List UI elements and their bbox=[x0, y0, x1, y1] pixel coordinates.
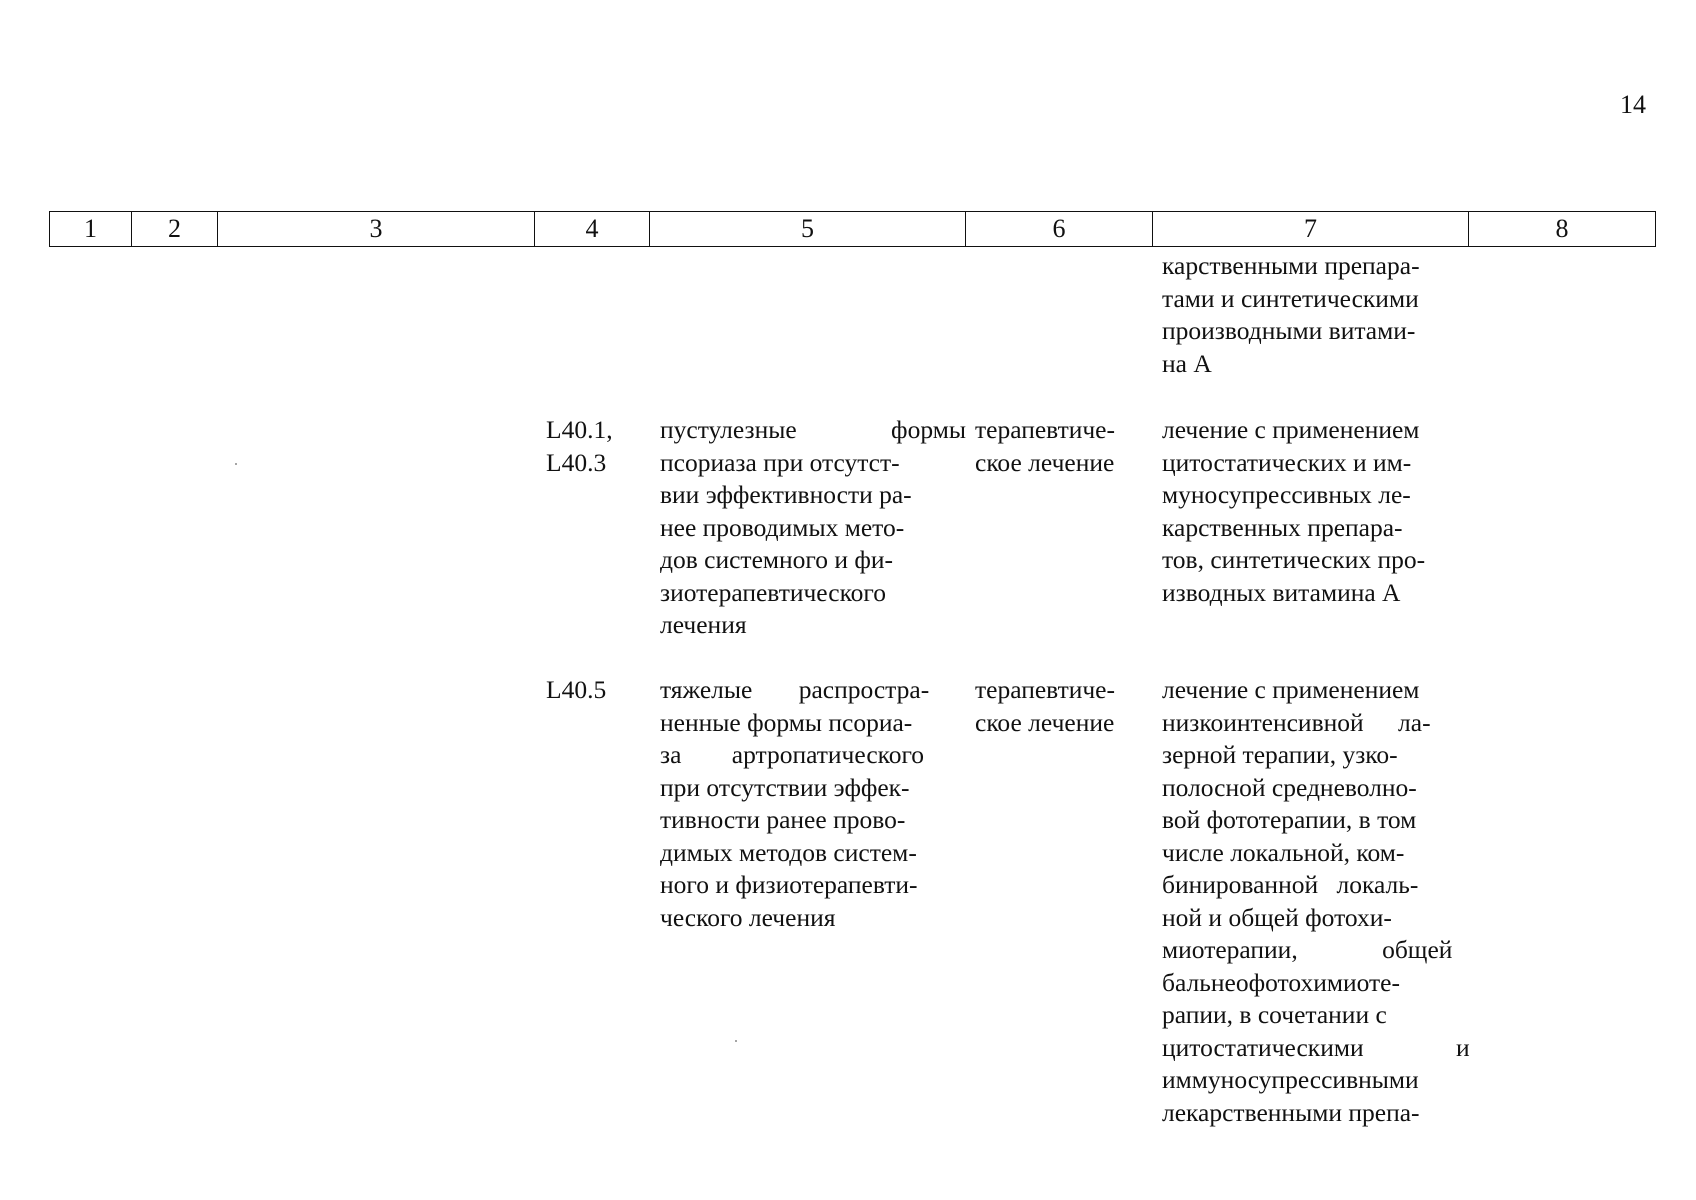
text-line: лечение с применением bbox=[1162, 415, 1420, 444]
text-line: цитостатическими и bbox=[1162, 1032, 1470, 1062]
column-number-5: 5 bbox=[650, 212, 966, 247]
text-line: при отсутствии эффек- bbox=[660, 772, 910, 802]
text-line: псориаза при отсутст- bbox=[660, 447, 900, 477]
text-line: карственными препара- bbox=[1162, 251, 1420, 280]
text-line: числе локальной, ком- bbox=[1162, 837, 1405, 867]
text-line: вой фототерапии, в том bbox=[1162, 805, 1417, 834]
text-line: тами и синтетическими bbox=[1162, 283, 1419, 313]
text-line: муносупрессивных ле- bbox=[1162, 480, 1411, 509]
text-line: миотерапии, общей bbox=[1162, 935, 1453, 964]
scan-speck bbox=[735, 1040, 737, 1042]
text-line: лекарственными препа- bbox=[1162, 1097, 1420, 1127]
text-line: зиотерапевтического bbox=[660, 577, 887, 607]
column-number-3: 3 bbox=[218, 212, 535, 247]
text-line: изводных витамина А bbox=[1162, 577, 1401, 607]
text-line: ного и физиотерапевти- bbox=[660, 870, 918, 899]
text-line: ненные формы псориа- bbox=[660, 707, 913, 737]
row-2-description bbox=[660, 674, 954, 934]
code-line: L40.1, bbox=[546, 415, 613, 444]
row-1-method bbox=[1162, 414, 1458, 609]
column-number-header bbox=[49, 211, 1656, 247]
text-line: пустулезные формы bbox=[660, 415, 966, 444]
text-line: рапии, в сочетании с bbox=[1162, 1000, 1387, 1029]
text-line: за артропатического bbox=[660, 740, 925, 769]
text-line: полосной средневолно- bbox=[1162, 772, 1417, 802]
text-line: низкоинтенсивной ла- bbox=[1162, 707, 1431, 737]
text-line: на А bbox=[1162, 348, 1212, 378]
row-2-treatment-type bbox=[975, 674, 1135, 739]
column-number-7: 7 bbox=[1153, 212, 1469, 247]
row-1-code bbox=[546, 414, 636, 479]
column-number-1: 1 bbox=[50, 212, 132, 247]
text-line: дов системного и фи- bbox=[660, 545, 894, 574]
text-line: терапевтиче- bbox=[975, 415, 1115, 444]
text-line: зерной терапии, узко- bbox=[1162, 740, 1398, 769]
code-line: L40.5 bbox=[546, 675, 607, 704]
text-line: цитостатических и им- bbox=[1162, 447, 1412, 477]
code-line: L40.3 bbox=[546, 447, 607, 477]
row-2-code bbox=[546, 674, 636, 707]
text-line: ское лечение bbox=[975, 447, 1115, 477]
text-line: ной и общей фотохи- bbox=[1162, 902, 1392, 932]
text-line: вии эффективности ра- bbox=[660, 480, 912, 509]
text-line bbox=[1162, 250, 1458, 283]
column-number-6: 6 bbox=[966, 212, 1153, 247]
text-line: иммуносупрессивными bbox=[1162, 1065, 1419, 1094]
text-line: ское лечение bbox=[975, 707, 1115, 737]
row-2-method bbox=[1162, 674, 1470, 1129]
text-line: лечение с применением bbox=[1162, 675, 1420, 704]
text-line: димых методов систем- bbox=[660, 837, 917, 867]
text-line: тивности ранее прово- bbox=[660, 805, 906, 834]
text-line: ческого лечения bbox=[660, 902, 836, 932]
text-line: тов, синтетических про- bbox=[1162, 545, 1426, 574]
text-line: бальнеофотохимиоте- bbox=[1162, 967, 1400, 997]
text-line: тяжелые распростра- bbox=[660, 675, 930, 704]
text-line: производными витами- bbox=[1162, 316, 1416, 345]
row-1-treatment-type bbox=[975, 414, 1135, 479]
column-number-8: 8 bbox=[1469, 212, 1656, 247]
continuation-method-text bbox=[1162, 250, 1458, 380]
column-number-2: 2 bbox=[132, 212, 218, 247]
row-1-description bbox=[660, 414, 966, 642]
scan-speck bbox=[235, 463, 237, 465]
text-line: терапевтиче- bbox=[975, 675, 1115, 704]
text-line: бинированной локаль- bbox=[1162, 870, 1419, 899]
text-line: карственных препара- bbox=[1162, 512, 1403, 542]
text-line: нее проводимых мето- bbox=[660, 512, 905, 542]
text-line: лечения bbox=[660, 610, 747, 639]
column-number-4: 4 bbox=[535, 212, 650, 247]
page-number: 14 bbox=[1620, 90, 1646, 119]
